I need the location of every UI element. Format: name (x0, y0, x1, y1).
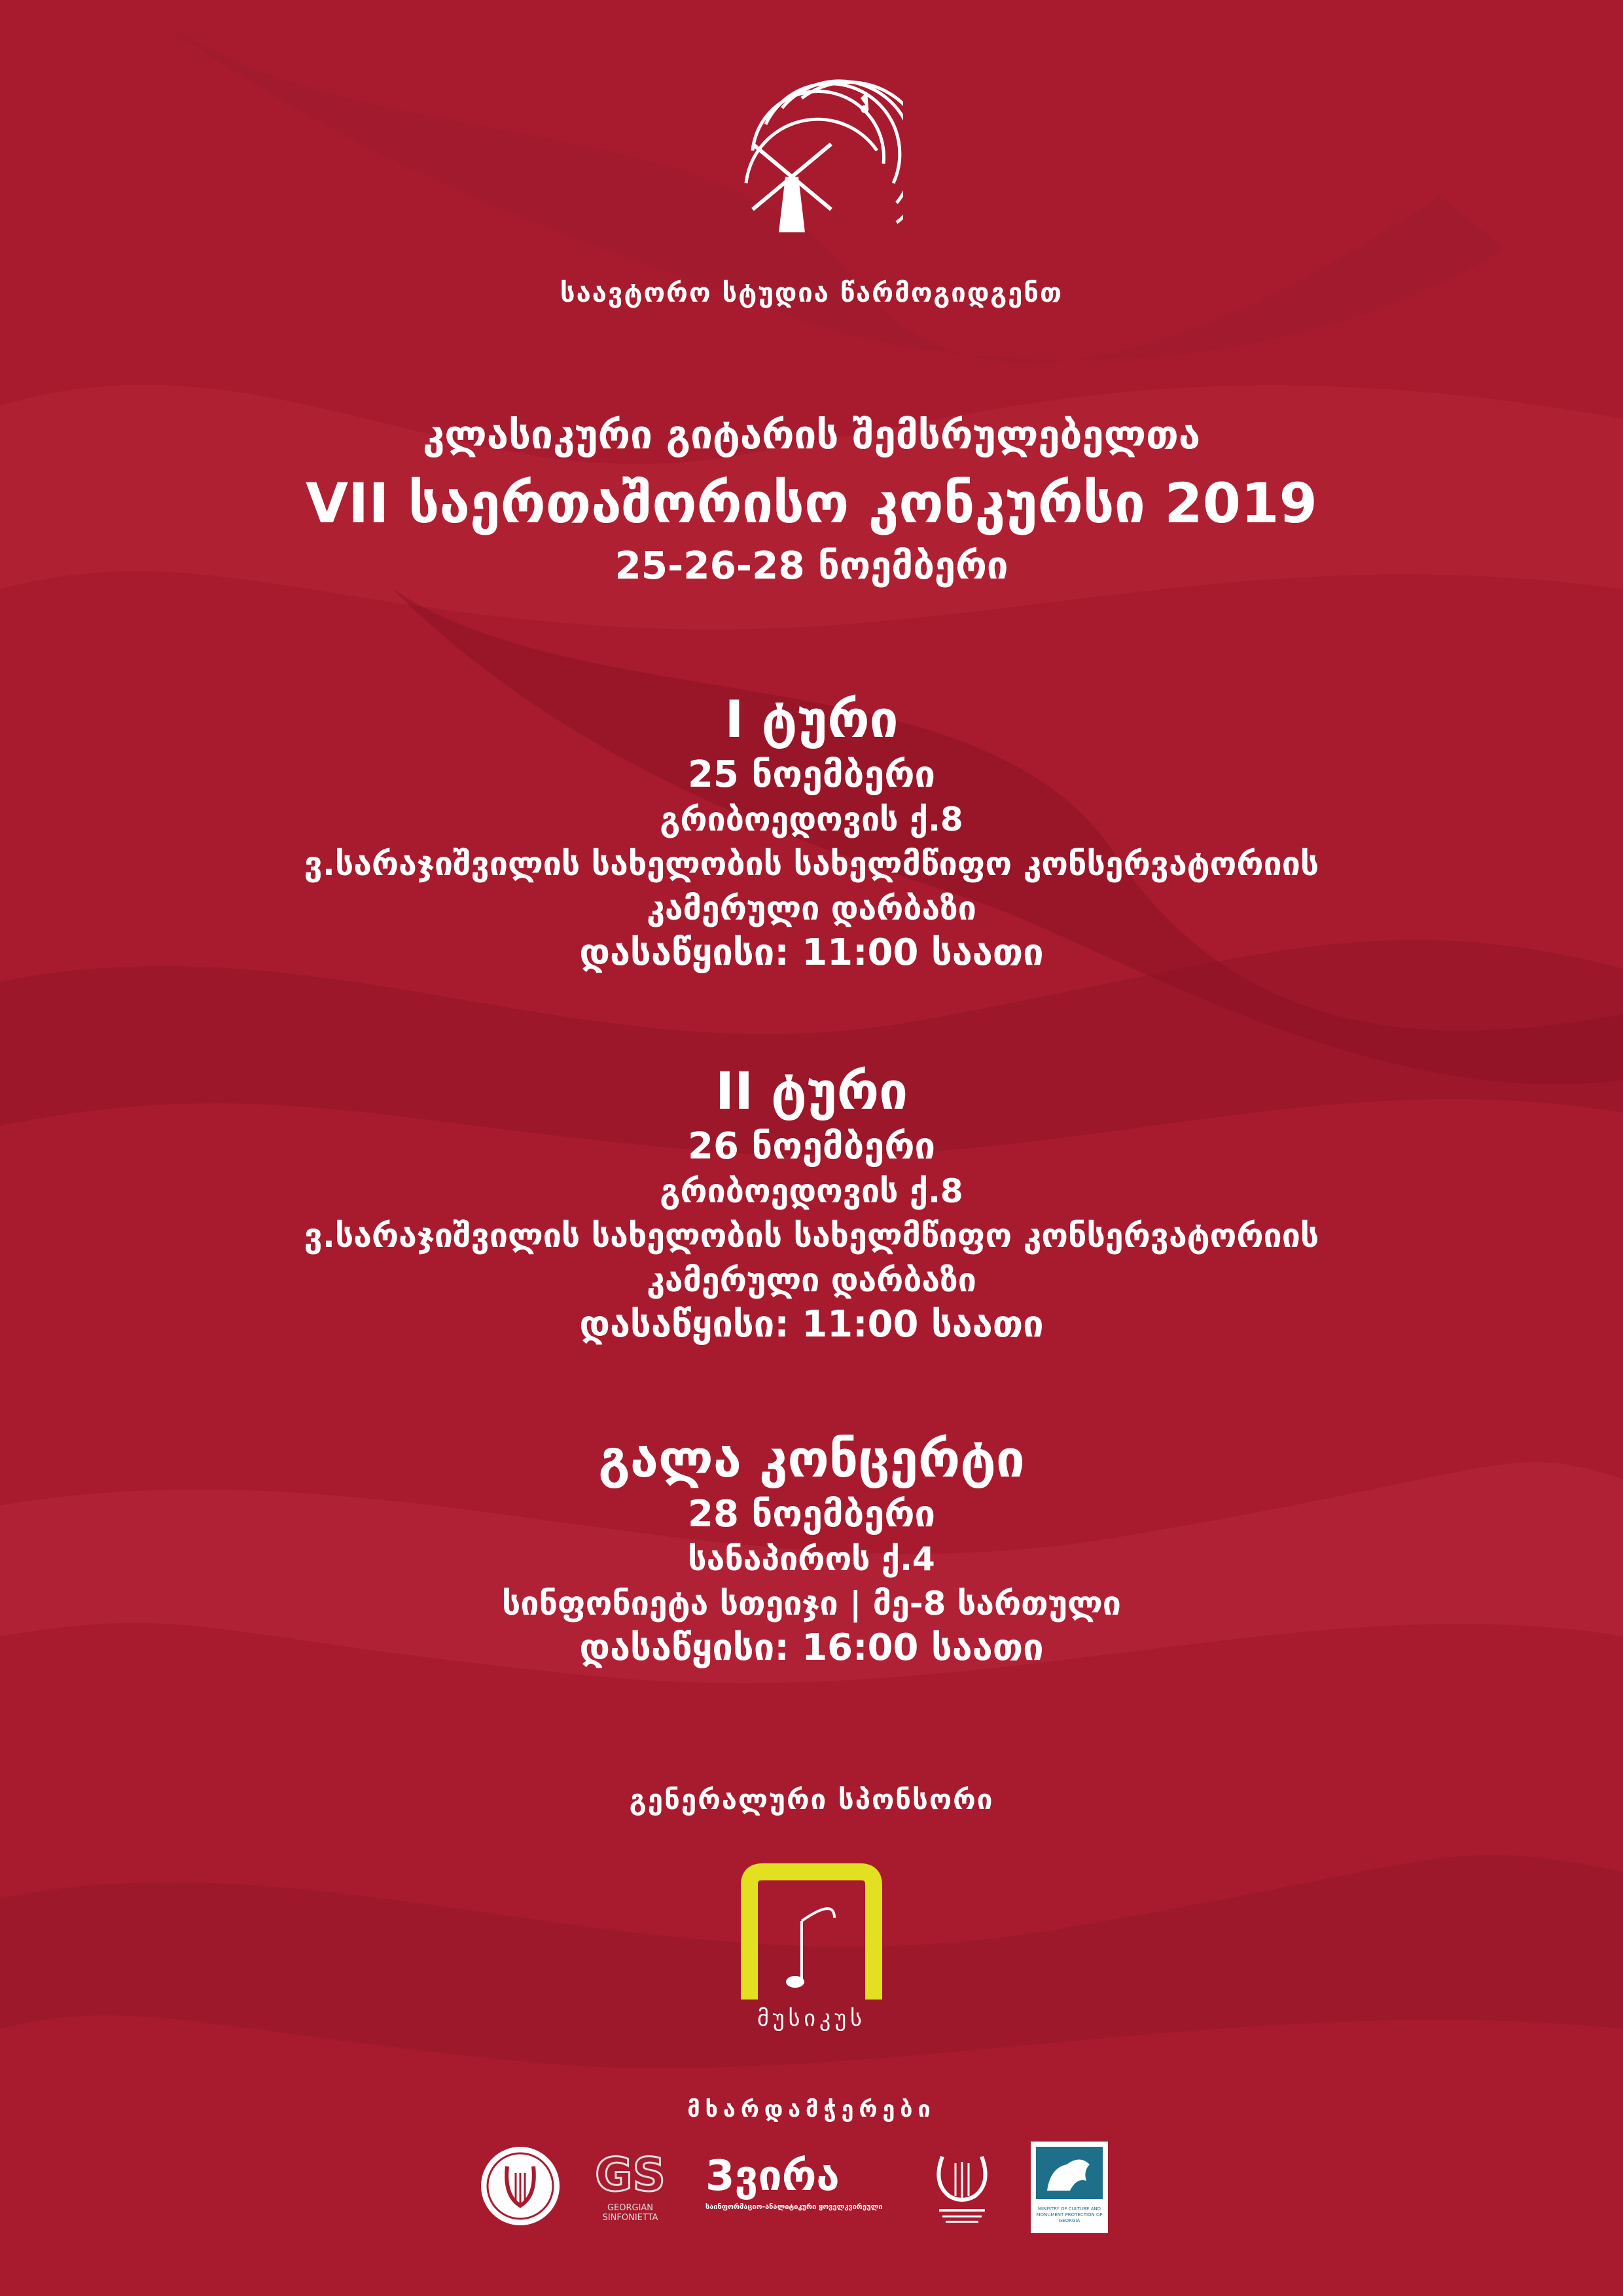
title-dates: 25-26-28 ნოემბერი (615, 543, 1008, 588)
gala-venue: სინფონიეტა სთეიჯი | მე-8 სართული (502, 1585, 1121, 1623)
round-2-date: 26 ნოემბერი (687, 1125, 936, 1168)
georgian-sinfonietta-text: GEORGIAN SINFONIETTA (602, 2203, 658, 2223)
round-1-venue: ვ.სარაჯიშვილის სახელობის სახელმწიფო კონსერვატორიის (304, 845, 1319, 883)
round-1-date: 25 ნოემბერი (687, 753, 936, 796)
gala-date: 28 ნოემბერი (687, 1493, 936, 1535)
round-2-block (0, 1059, 1623, 1347)
kviris-palitra-subtext: საინფორმაციო-ანალიტიკური ყოველკვირეული (705, 2202, 883, 2211)
ministry-lion-logo (1031, 2142, 1108, 2233)
gala-block (0, 1427, 1623, 1670)
supporters-label: მხარდამჭერები (687, 2096, 936, 2123)
lyre-seal-logo (478, 2144, 563, 2229)
title-line2: VII საერთაშორისო კონკურსი 2019 (305, 471, 1317, 535)
gala-address: სანაპიროს ქ.4 (688, 1540, 935, 1578)
sponsor-label: გენერალური სპონსორი (629, 1784, 994, 1816)
round-2-address: გრიბოედოვის ქ.8 (660, 1172, 963, 1210)
title-line1: კლასიკური გიტარის შემსრულებელთა (422, 412, 1201, 458)
round-2-hall: კამერული დარბაზი (647, 1261, 976, 1299)
musicus-logo-text: მუსიკუს (757, 2005, 866, 2032)
round-1-heading: I ტური (724, 691, 899, 749)
round-2-heading: II ტური (715, 1062, 908, 1121)
round-1-start: დასაწყისი: 11:00 საათი (579, 931, 1044, 974)
windmill-music-logo (720, 72, 903, 249)
kviris-palitra-logo (705, 2150, 883, 2222)
georgian-sinfonietta-logo (581, 2148, 679, 2227)
round-2-venue: ვ.სარაჯიშვილის სახელობის სახელმწიფო კონსერვატორიის (304, 1217, 1319, 1255)
kviris-palitra-text: 3ვირა (705, 2152, 840, 2200)
round-1-address: გრიბოედოვის ქ.8 (660, 800, 963, 838)
round-1-block (0, 687, 1623, 975)
presenter-text: საავტორო სტუდია წარმოგიდგენთ (560, 278, 1063, 308)
gala-start: დასაწყისი: 16:00 საათი (579, 1626, 1044, 1669)
musicus-logo (736, 1859, 887, 2036)
round-1-hall: კამერული დარბაზი (647, 889, 976, 927)
round-2-start: დასაწყისი: 11:00 საათი (579, 1303, 1044, 1346)
svg-text:GS: GS (595, 2148, 666, 2200)
lyre-ornament-logo (919, 2144, 1005, 2229)
ministry-text: MINISTRY OF CULTURE AND MONUMENT PROTECTION OF GEORGIA (1036, 2206, 1103, 2223)
gala-heading: გალა კონცერტი (598, 1430, 1025, 1489)
